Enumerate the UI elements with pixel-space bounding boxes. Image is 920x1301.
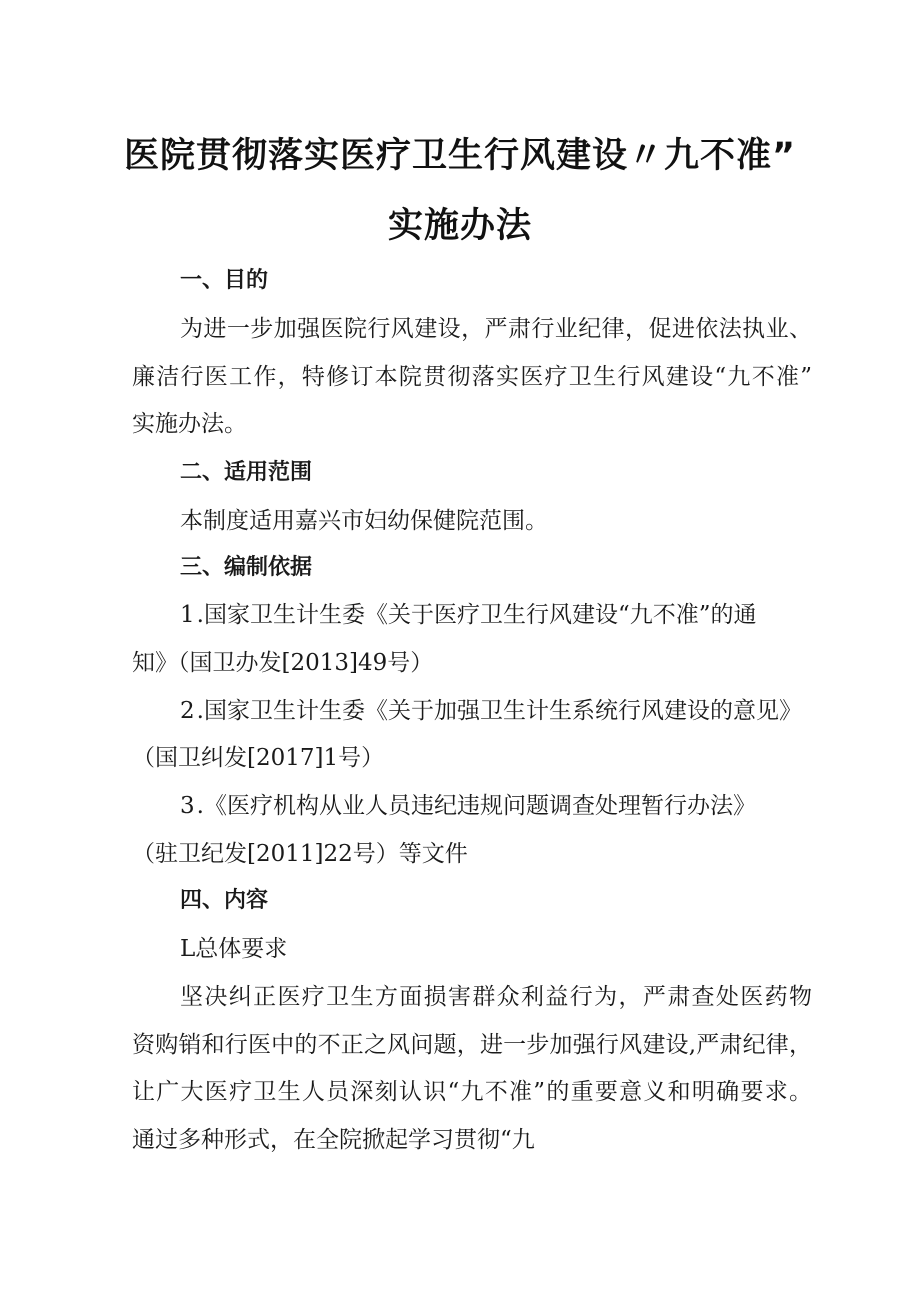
subheading-general-requirements: L总体要求 [180, 936, 288, 962]
reference-text: .国家卫生计生委《关于医疗卫生行风建设“九不准”的通 [196, 602, 757, 628]
paragraph-line: 知》（国卫办发[2013]49号） [132, 650, 434, 676]
document-title-line1: 医院贯彻落实医疗卫生行风建设〃九不准” [123, 136, 796, 176]
paragraph-line: 实施办法。 [132, 411, 247, 437]
reference-item-2 [180, 696, 812, 726]
section-heading-basis: 三、编制依据 [180, 555, 313, 580]
reference-number: 1 [180, 602, 195, 628]
paragraph-line: 资购销和行医中的不正之风问题，进一步加强行风建设,严肃纪律， [132, 1032, 812, 1058]
reference-item-1 [180, 600, 812, 630]
reference-text: .《医疗机构从业人员违纪违规问题调查处理暂行办法》 [196, 793, 756, 819]
section-heading-content: 四、内容 [180, 888, 269, 913]
reference-number: 2 [180, 698, 195, 724]
paragraph-line: 为进一步加强医院行风建设，严肃行业纪律，促进依法执业、 [180, 316, 812, 342]
paragraph-line: （驻卫纪发[2011]22号）等文件 [132, 841, 468, 867]
section-heading-scope: 二、适用范围 [180, 460, 313, 485]
reference-item-3 [180, 791, 812, 821]
paragraph-line: 本制度适用嘉兴市妇幼保健院范围。 [180, 508, 548, 534]
document-title-line2: 实施办法 [387, 206, 532, 246]
reference-text: .国家卫生计生委《关于加强卫生计生系统行风建设的意见》 [196, 698, 802, 724]
paragraph-line: 坚决纠正医疗卫生方面损害群众利益行为，严肃查处医药物 [180, 984, 812, 1010]
paragraph-line: 廉洁行医工作，特修订本院贯彻落实医疗卫生行风建设“九不准” [132, 364, 812, 390]
paragraph-line: 让广大医疗卫生人员深刻认识“九不准”的重要意义和明确要求。 [132, 1079, 812, 1105]
section-heading-purpose: 一、目的 [180, 268, 269, 293]
paragraph-line: （国卫纠发[2017]1号） [132, 745, 385, 771]
paragraph-line: 通过多种形式，在全院掀起学习贯彻“九 [132, 1127, 535, 1153]
reference-number: 3 [180, 793, 195, 819]
